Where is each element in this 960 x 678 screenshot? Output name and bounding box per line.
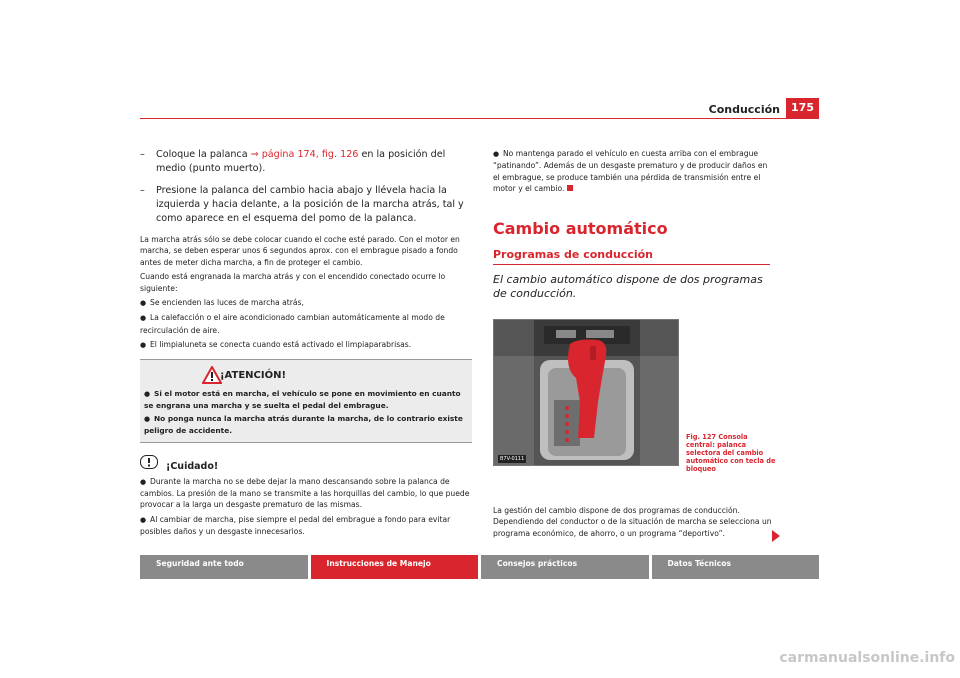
- warning-item: ● No ponga nunca la marcha atrás durante la marcha, de lo contrario existe peligro de accidente.: [144, 413, 463, 435]
- bullet-icon: ●: [140, 477, 147, 486]
- bullet-icon: ●: [493, 150, 500, 158]
- left-column: [140, 148, 472, 541]
- footer-tab-datos[interactable]: Datos Técnicos: [652, 555, 820, 579]
- step-dash: –: [140, 185, 145, 196]
- step-1: [140, 148, 472, 176]
- lead-text: El cambio automático dispone de dos programas de conducción.: [493, 272, 763, 300]
- figure-code: B7V-0111: [500, 456, 525, 462]
- bullet-icon: ●: [144, 389, 151, 398]
- warning-box: [140, 359, 472, 443]
- section-title: Cambio automático: [493, 218, 668, 238]
- right-column: [493, 148, 771, 301]
- page-number: 175: [786, 98, 819, 118]
- caution-item: ● Durante la marcha no se debe dejar la mano descansando sobre la palanca de cambios. La presión de la mano se transmite a las horquillas del cambio, lo que puede provocar a la larga un desgaste prematuro de las mismas.: [140, 476, 470, 510]
- warning-item: ● Si el motor está en marcha, el vehículo se pone en movimiento en cuanto se engrana una marcha y se suelta el pedal del embrague.: [144, 388, 461, 410]
- footer-tab-seguridad[interactable]: Seguridad ante todo: [140, 555, 308, 579]
- warning-header: [144, 364, 466, 388]
- bullet-icon: ●: [140, 314, 147, 323]
- chapter-title: Conducción: [708, 103, 780, 116]
- header-rule: [140, 118, 819, 119]
- step-text: Coloque la palanca: [156, 149, 251, 160]
- caution-header: [140, 453, 472, 472]
- footer-tab-consejos[interactable]: Consejos prácticos: [481, 555, 649, 579]
- caution-title: ¡Cuidado!: [166, 460, 219, 472]
- step-2: [140, 184, 472, 226]
- paragraph: Cuando está engranada la marcha atrás y con el encendido conectado ocurre lo siguiente:: [140, 272, 446, 293]
- subsection-title: Programas de conducción: [493, 248, 770, 265]
- step-text: en la posición del medio (punto muerto).: [156, 149, 446, 174]
- bullet-icon: ●: [144, 414, 151, 423]
- paragraph: La gestión del cambio dispone de dos programas de conducción. Dependiendo del conductor o de la situación de marcha se selecciona un programa económico, de ahorro, o un programa “deportivo”.: [493, 506, 772, 538]
- next-page-arrow-icon[interactable]: [772, 530, 780, 542]
- bullet-icon: ●: [140, 299, 147, 308]
- section-end-marker: [567, 185, 573, 191]
- paragraph: La marcha atrás sólo se debe colocar cuando el coche esté parado. Con el motor en marcha, se deben esperar unos 6 segundos aprox. con el embrague pisado a fondo antes de meter dicha marcha, a fin de proteger el cambio.: [140, 235, 460, 267]
- gear-selector-photo: [493, 319, 679, 466]
- step-text: Presione la palanca del cambio hacia abajo y llévela hacia la izquierda y hacia delante, a la posición de la marcha atrás, tal y como aparece en el esquema del pomo de la palanca.: [156, 185, 464, 224]
- automatic-gear-lever-image: [494, 320, 679, 466]
- warning-title: ¡ATENCIÓN!: [220, 370, 287, 382]
- bullet-icon: ●: [140, 341, 147, 350]
- footer-nav: [140, 555, 819, 579]
- footer-tab-instrucciones[interactable]: Instrucciones de Manejo: [311, 555, 479, 579]
- caution-exclamation-icon: [140, 455, 158, 469]
- caution-item: ● Al cambiar de marcha, pise siempre el pedal del embrague a fondo para evitar posibles daños y un desgaste innecesarios.: [140, 514, 451, 537]
- page-reference-link[interactable]: ⇒ página 174, fig. 126: [250, 149, 359, 160]
- list-item: ● La calefacción o el aire acondicionado cambian automáticamente al modo de recirculación de aire.: [140, 313, 445, 335]
- figure-caption: Fig. 127 Consola central: palanca selectora del cambio automático con tecla de bloqueo: [686, 433, 776, 473]
- list-item: ● El limpialuneta se conecta cuando está activado el limpiaparabrisas.: [140, 339, 472, 351]
- watermark: carmanualsonline.info: [779, 650, 955, 666]
- bullet-icon: ●: [140, 515, 147, 524]
- list-item: ● No mantenga parado el vehículo en cuesta arriba con el embrague “patinando”. Además de un desgaste prematuro y de producir daños en el embrague, se produce también una pérdida de transmisión entre el motor y el cambio.: [493, 149, 768, 194]
- step-dash: –: [140, 149, 145, 160]
- warning-triangle-icon: [202, 366, 222, 384]
- list-item: ● Se encienden las luces de marcha atrás,: [140, 297, 472, 309]
